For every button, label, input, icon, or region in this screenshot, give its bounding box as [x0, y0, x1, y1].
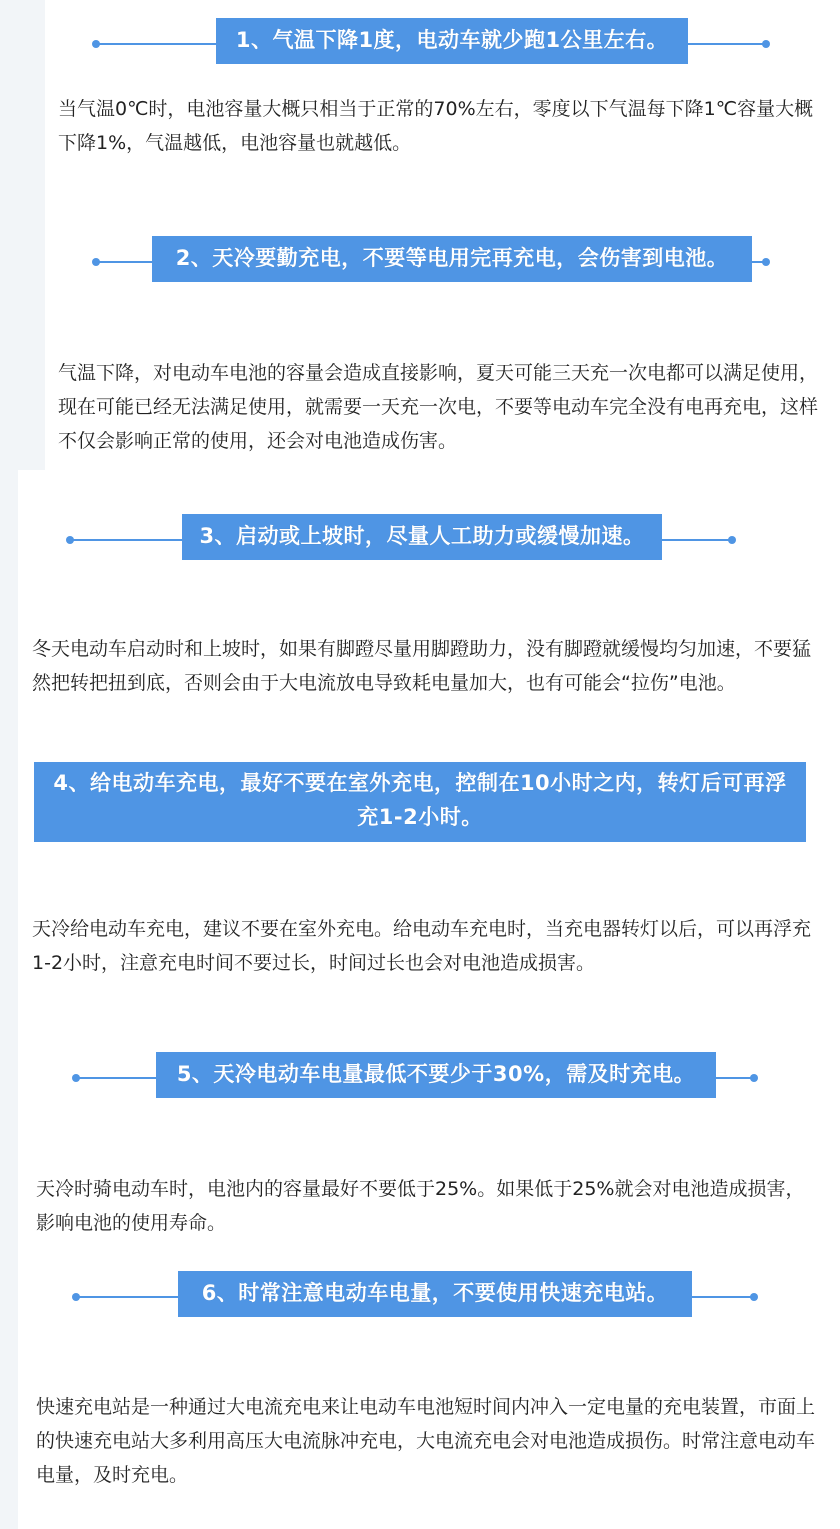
section-body: 冬天电动车启动时和上坡时，如果有脚蹬尽量用脚蹬助力，没有脚蹬就缓慢均匀加速，不要猛然把转把扭到底，否则会由于大电流放电导致耗电量加大，也有可能会“拉伤”电池。: [32, 638, 812, 694]
content-panel-bottom: [18, 470, 840, 1529]
section-heading: 5、天冷电动车电量最低不要少于30%，需及时充电。: [156, 1052, 716, 1098]
heading-line-left: [98, 43, 218, 45]
heading-line-right: [714, 1077, 754, 1079]
section-heading: 6、时常注意电动车电量，不要使用快速充电站。: [178, 1271, 692, 1317]
heading-dot-right: [762, 258, 770, 266]
section-body: 气温下降，对电动车电池的容量会造成直接影响，夏天可能三天充一次电都可以满足使用，现在可能已经无法满足使用，就需要一天充一次电，不要等电动车完全没有电再充电，这样不仅会影响正常的使用，还会对电池造成伤害。: [58, 362, 819, 452]
heading-dot-right: [728, 536, 736, 544]
heading-line-left: [72, 539, 184, 541]
heading-dot-right: [750, 1074, 758, 1082]
heading-dot-right: [762, 40, 770, 48]
section-body: 天冷给电动车充电，建议不要在室外充电。给电动车充电时，当充电器转灯以后，可以再浮充1-2小时，注意充电时间不要过长，时间过长也会对电池造成损害。: [32, 918, 812, 974]
section-heading: 2、天冷要勤充电，不要等电用完再充电，会伤害到电池。: [152, 236, 752, 282]
section-heading: 4、给电动车充电，最好不要在室外充电，控制在10小时之内，转灯后可再浮充1-2小时。: [34, 762, 806, 842]
heading-line-left: [78, 1296, 180, 1298]
heading-line-left: [98, 261, 154, 263]
heading-line-left: [78, 1077, 158, 1079]
heading-line-right: [660, 539, 732, 541]
section-body: 快速充电站是一种通过大电流充电来让电动车电池短时间内冲入一定电量的充电装置，市面上的快速充电站大多利用高压大电流脉冲充电，大电流充电会对电池造成损伤。时常注意电动车电量，及时充电。: [36, 1396, 816, 1486]
heading-line-right: [690, 1296, 754, 1298]
section-heading: 1、气温下降1度，电动车就少跑1公里左右。: [216, 18, 688, 64]
heading-line-right: [688, 43, 764, 45]
section-heading: 3、启动或上坡时，尽量人工助力或缓慢加速。: [182, 514, 662, 560]
section-body: 当气温0℃时，电池容量大概只相当于正常的70%左右，零度以下气温每下降1℃容量大概下降1%，气温越低，电池容量也就越低。: [58, 98, 814, 154]
section-body: 天冷时骑电动车时，电池内的容量最好不要低于25%。如果低于25%就会对电池造成损害，影响电池的使用寿命。: [36, 1178, 805, 1234]
heading-dot-right: [750, 1293, 758, 1301]
